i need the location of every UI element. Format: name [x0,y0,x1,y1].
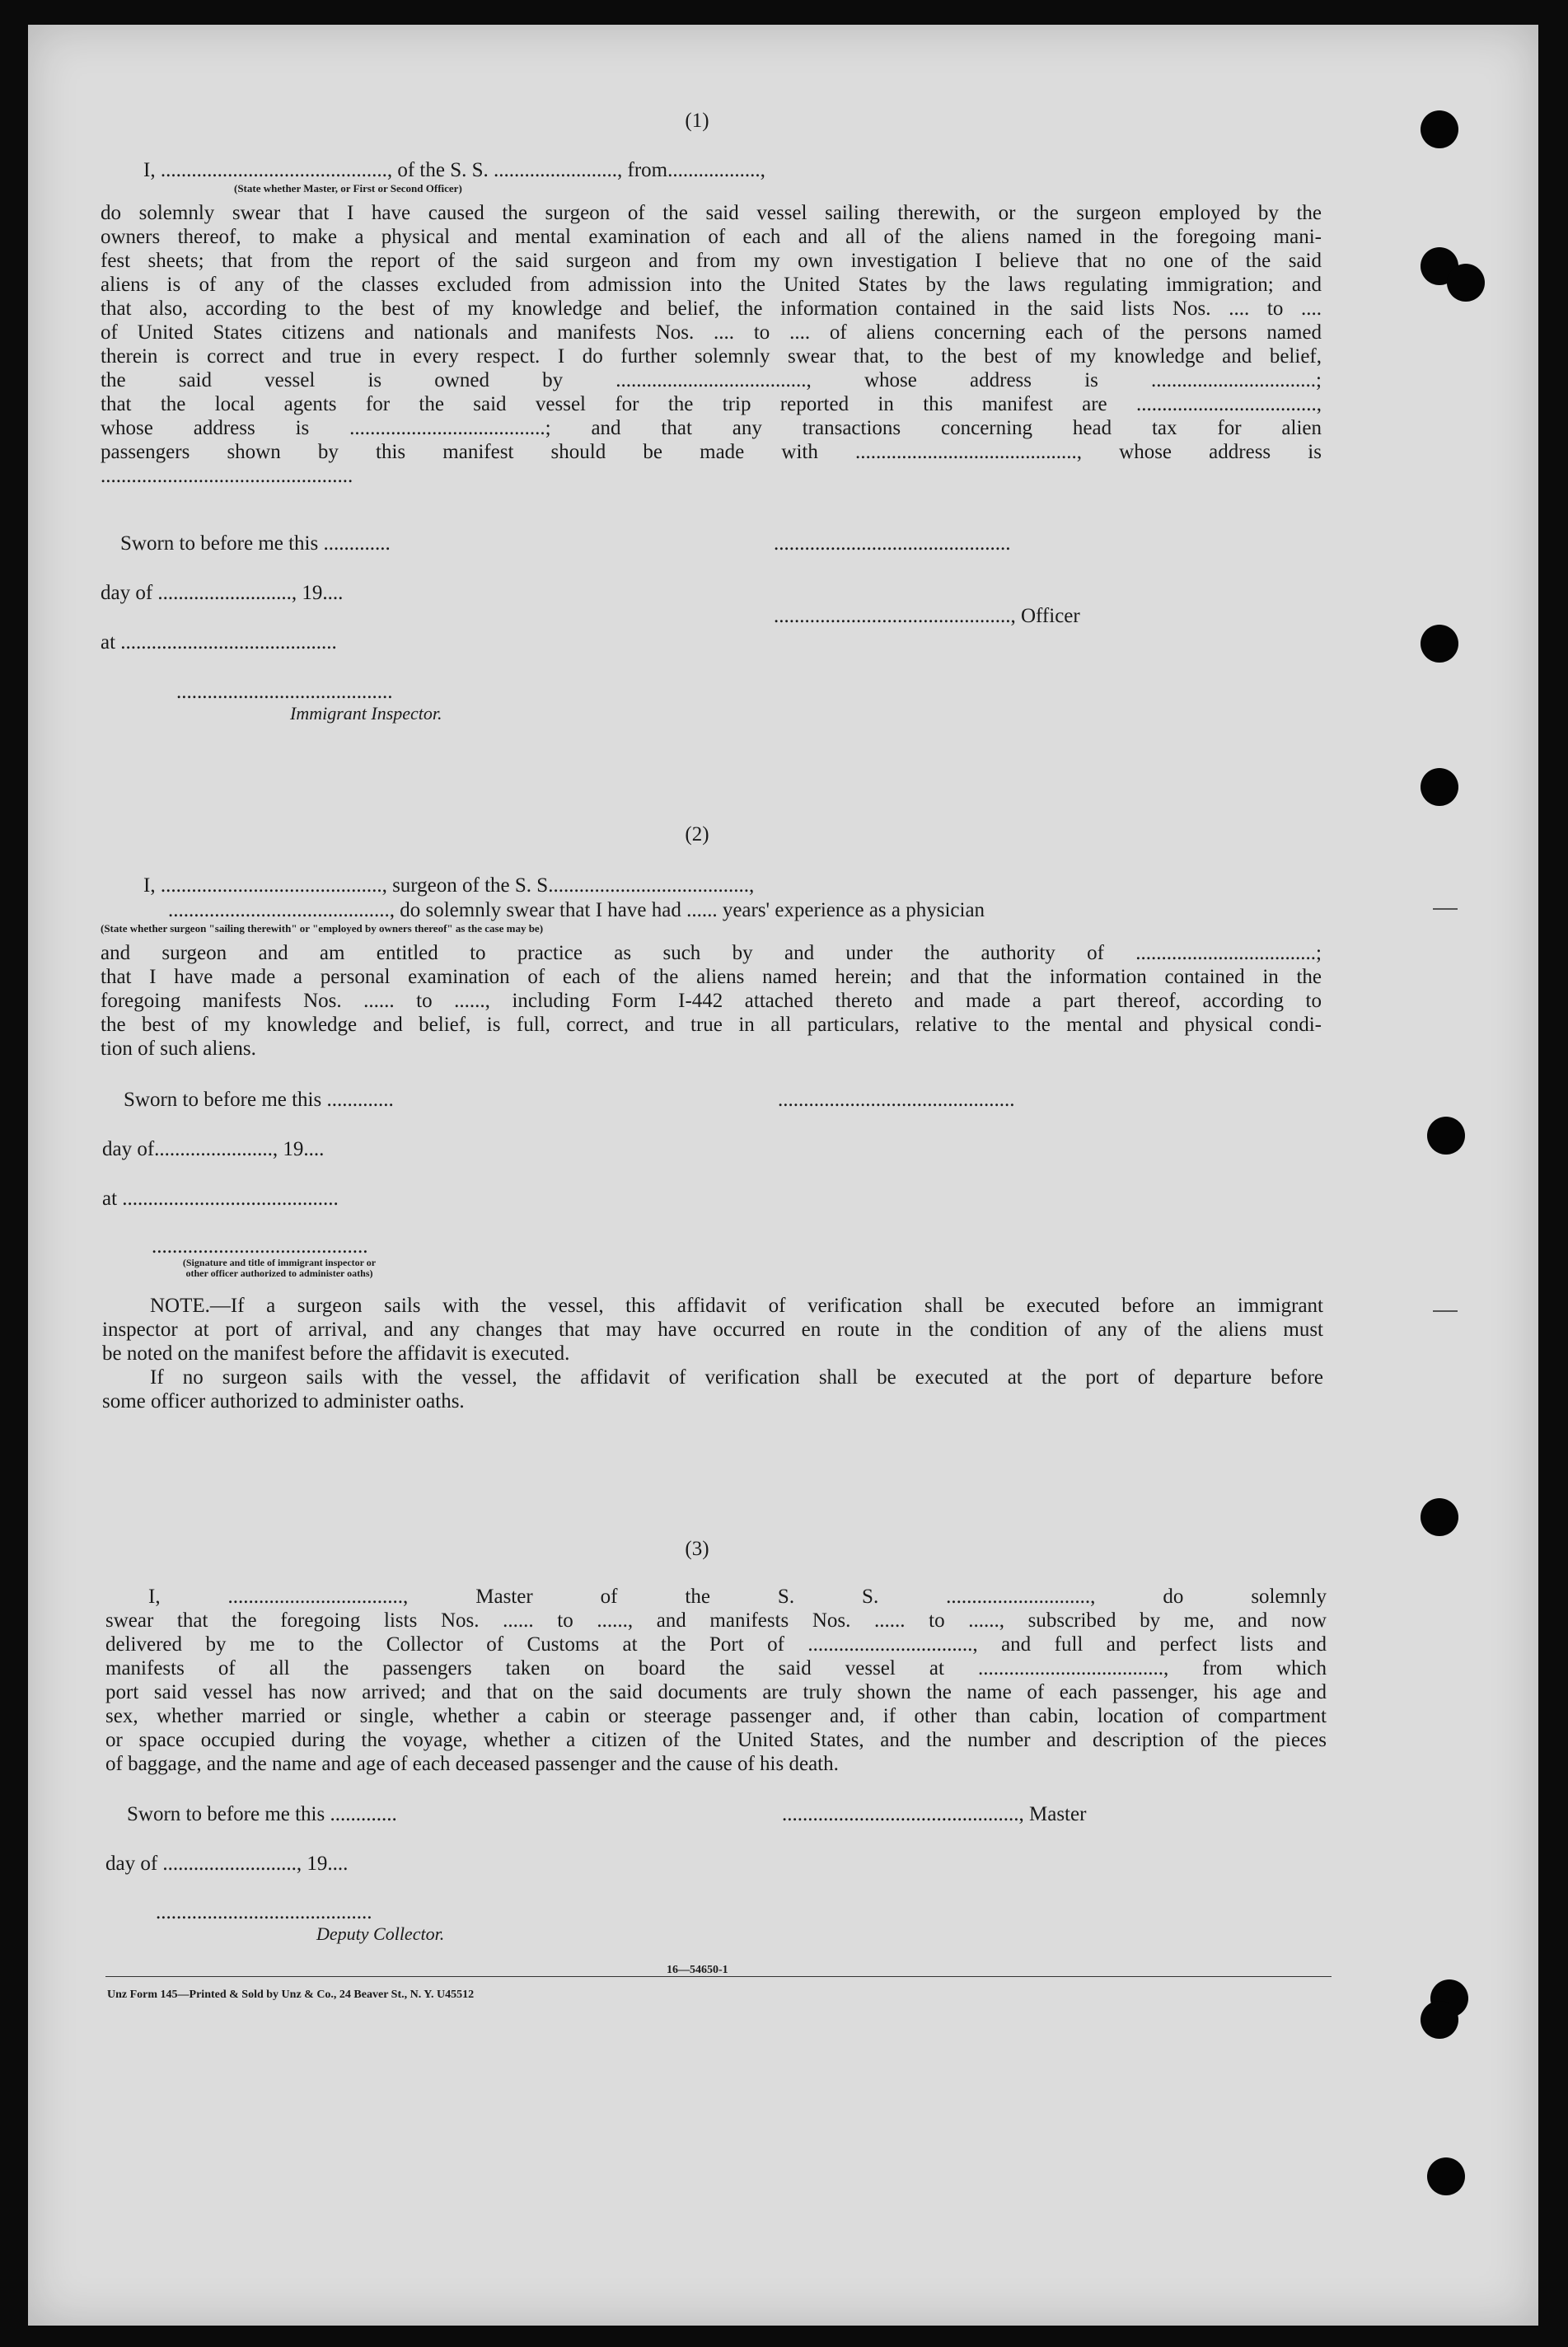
section-2-heading: (2) [685,823,709,846]
body-line: tion of such aliens. [101,1038,256,1060]
section-1-role-note: (State whether Master, or First or Second Officer) [234,182,462,194]
body-line: that the local agents for the said vessel for the trip reported in this manifest are ..................................., [101,393,1322,415]
section-3-sworn: Sworn to before me this ............. [127,1803,397,1825]
body-line: aliens is of any of the classes excluded from admission into the United States by the laws regulating immigration; and [101,274,1322,296]
section-1-sworn: Sworn to before me this ............. [120,532,391,555]
section-1-inspector-title: Immigrant Inspector. [290,703,442,724]
section-2-at: at .......................................... [102,1188,339,1210]
printer-footer: Unz Form 145—Printed & Sold by Unz & Co., 24 Beaver St., N. Y. U45512 [107,1989,475,2001]
punch-hole-10 [1427,2157,1465,2195]
body-line: do solemnly swear that I have caused the surgeon of the said vessel sailing therewith, or the surgeon employed by the [101,202,1322,224]
punch-hole-4 [1421,625,1458,663]
section-1-heading: (1) [685,110,709,132]
section-2-day: day of......................., 19.... [102,1138,325,1160]
note-line: inspector at port of arrival, and any changes that may have occurred en route in the condition of any of the aliens must [102,1319,1323,1341]
form-number: 16—54650-1 [667,1964,728,1976]
body-line: sex, whether married or single, whether a cabin or steerage passenger and, if other than cabin, location of compartment [105,1705,1327,1727]
note-text: —If a surgeon sails with the vessel, this affidavit of verification shall be executed before an immigrant [209,1295,1323,1317]
section-3-day: day of .........................., 19.... [105,1853,349,1875]
punch-hole-9 [1421,2001,1458,2039]
body-line: that I have made a personal examination of each of the aliens named herein; and that the information contained in the [101,966,1322,988]
body-line: that also, according to the best of my knowledge and belief, the information contained in the said lists Nos. .... to .... [101,297,1322,320]
section-1-first-line: I, ............................................, of the S. S. ........................, from.................., [143,159,765,181]
body-line: fest sheets; that from the report of the said surgeon and from my own investigation I believe that no one of the said [101,250,1322,272]
body-line: and surgeon and am entitled to practice as such by and under the authority of ...................................; [101,942,1322,964]
section-1-inspector-line: .......................................... [176,681,393,703]
body-line: the best of my knowledge and belief, is full, correct, and true in all particulars, relative to the mental and physical condi- [101,1014,1322,1036]
body-line: the said vessel is owned by ....................................., whose address is ................................; [101,369,1322,391]
section-1-right-signature-line: .............................................. [774,532,1011,555]
body-line: port said vessel has now arrived; and that on the said documents are truly shown the name of each passenger, his age and [105,1681,1327,1703]
body-line: of baggage, and the name and age of each deceased passenger and the cause of his death. [105,1753,839,1775]
body-line: whose address is ......................................; and that any transactions concerning head tax for alien [101,417,1322,439]
body-line: of United States citizens and nationals and manifests Nos. .... to .... of aliens concerning each of the persons named [101,321,1322,344]
body-line: therein is correct and true in every respect. I do further solemnly swear that, to the best of my knowledge and belief, [101,345,1322,368]
section-2-right-signature-line: .............................................. [778,1089,1015,1111]
punch-hole-6 [1427,1117,1465,1155]
section-2-signature-note: (Signature and title of immigrant inspector or other officer authorized to administer oaths) [182,1257,377,1279]
punch-hole-5 [1421,768,1458,806]
body-line: I, .................................., Master of the S. S. ............................, do solemnly [148,1586,1327,1608]
body-line: swear that the foregoing lists Nos. ...... to ......, and manifests Nos. ...... to ......, subscribed by me, and now [105,1609,1327,1632]
section-2-sworn: Sworn to before me this ............. [124,1089,394,1111]
margin-mark-1 [1433,908,1458,910]
note-line [102,1294,1323,1318]
section-3-heading: (3) [685,1538,709,1560]
body-line: passengers shown by this manifest should be made with ..........................................., whose address is [101,441,1322,463]
note-label: NOTE. [150,1295,210,1317]
body-line: owners thereof, to make a physical and mental examination of each and all of the aliens named in the foregoing mani- [101,226,1322,248]
section-3-collector-title: Deputy Collector. [316,1923,445,1944]
section-2-surgeon-note: (State whether surgeon "sailing therewith" or "employed by owners thereof" as the case may be) [101,922,544,935]
punch-hole-3 [1447,264,1485,302]
section-1-day: day of .........................., 19.... [101,582,344,604]
section-2-note [102,1294,1323,1413]
section-1-at: at .......................................... [101,631,337,654]
punch-hole-7 [1421,1498,1458,1536]
footer-rule [105,1976,1332,1977]
body-line: ................................................. [101,465,353,487]
section-3-collector-line: .......................................... [156,1901,372,1923]
note-line: If no surgeon sails with the vessel, the affidavit of verification shall be executed at the port of departure before [150,1366,1323,1389]
section-3-body [105,1585,1327,1776]
form-page [28,25,1538,2326]
body-line: delivered by me to the Collector of Customs at the Port of ................................, and full and perfect lists and [105,1633,1327,1656]
body-line: foregoing manifests Nos. ...... to ......, including Form I-442 attached thereto and made a part thereof, according to [101,990,1322,1012]
section-2-second-line: ..........................................., do solemnly swear that I have had ...... years' experience as a physician [168,899,985,921]
margin-mark-2 [1433,1310,1458,1312]
punch-hole-1 [1421,110,1458,148]
note-line: be noted on the manifest before the affidavit is executed. [102,1342,570,1365]
section-1-body [101,201,1322,488]
body-line: or space occupied during the voyage, whether a citizen of the United States, and the number and description of the pieces [105,1729,1327,1751]
body-line: manifests of all the passengers taken on board the said vessel at ...................................., from which [105,1657,1327,1679]
section-2-body [101,941,1322,1061]
section-2-first-line: I, ..........................................., surgeon of the S. S......................................., [143,874,755,897]
section-3-master-line: .............................................., Master [782,1803,1087,1825]
section-2-inspector-line: .......................................... [152,1235,368,1258]
section-1-officer-line: .............................................., Officer [774,605,1080,627]
note-line: some officer authorized to administer oaths. [102,1390,465,1412]
